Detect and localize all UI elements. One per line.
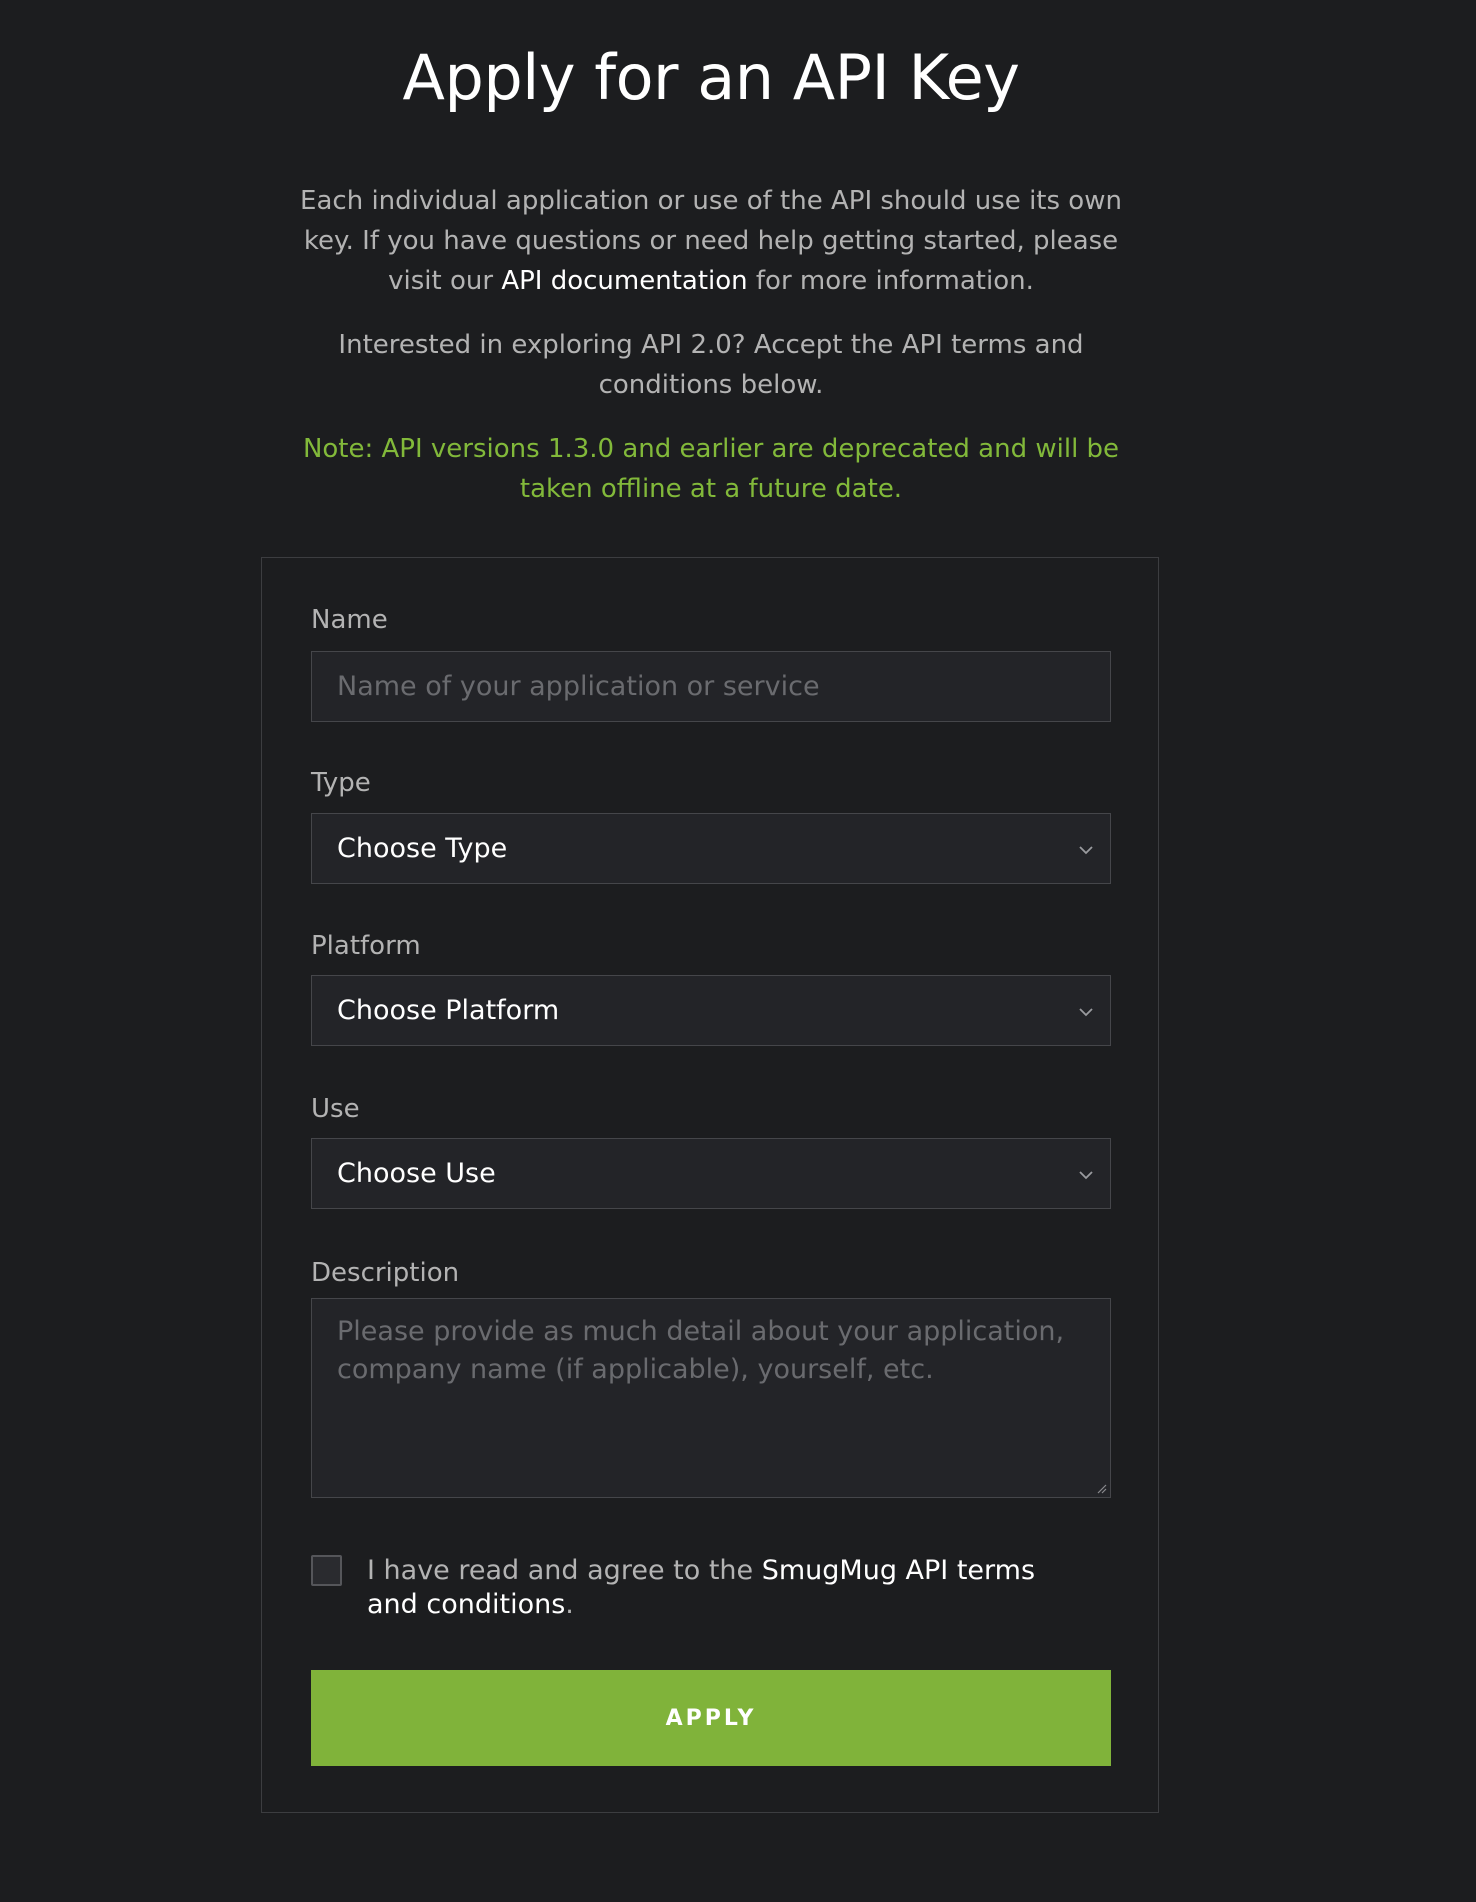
chevron-down-icon <box>1076 840 1096 860</box>
type-select[interactable] <box>311 813 1111 884</box>
intro-text-after: for more information. <box>747 266 1034 296</box>
apply-button[interactable]: APPLY <box>311 1670 1111 1766</box>
platform-select[interactable] <box>311 975 1111 1046</box>
page-title: Apply for an API Key <box>402 41 1020 114</box>
terms-text-before: I have read and agree to the <box>367 1555 762 1586</box>
type-label: Type <box>311 768 371 798</box>
chevron-down-icon <box>1076 1165 1096 1185</box>
terms-agreement-text <box>367 1554 1087 1622</box>
platform-label: Platform <box>311 931 421 961</box>
use-select-value: Choose Use <box>337 1158 496 1189</box>
description-label: Description <box>311 1258 460 1288</box>
chevron-down-icon <box>1076 1002 1096 1022</box>
type-select-value: Choose Type <box>337 833 508 864</box>
name-input[interactable] <box>311 651 1111 722</box>
terms-link[interactable]: SmugMug API terms and conditions <box>367 1555 1036 1620</box>
deprecation-note: Note: API versions 1.3.0 and earlier are deprecated and will be taken offline at a future date. <box>302 434 1120 504</box>
resize-handle-icon[interactable] <box>1095 1482 1107 1494</box>
intro-paragraph <box>300 181 1122 301</box>
use-label: Use <box>311 1094 360 1124</box>
terms-text-after: . <box>565 1589 574 1620</box>
use-select[interactable] <box>311 1138 1111 1209</box>
terms-checkbox[interactable] <box>311 1555 342 1586</box>
api-documentation-link[interactable]: API documentation <box>501 266 748 296</box>
api2-paragraph: Interested in exploring API 2.0? Accept the API terms and conditions below. <box>338 330 1084 400</box>
name-label: Name <box>311 605 388 635</box>
platform-select-value: Choose Platform <box>337 995 560 1026</box>
intro-text-before: Each individual application or use of the API should use its own key. If you have questions or need help getting started, please visit our <box>300 186 1122 296</box>
description-textarea[interactable] <box>311 1298 1111 1498</box>
